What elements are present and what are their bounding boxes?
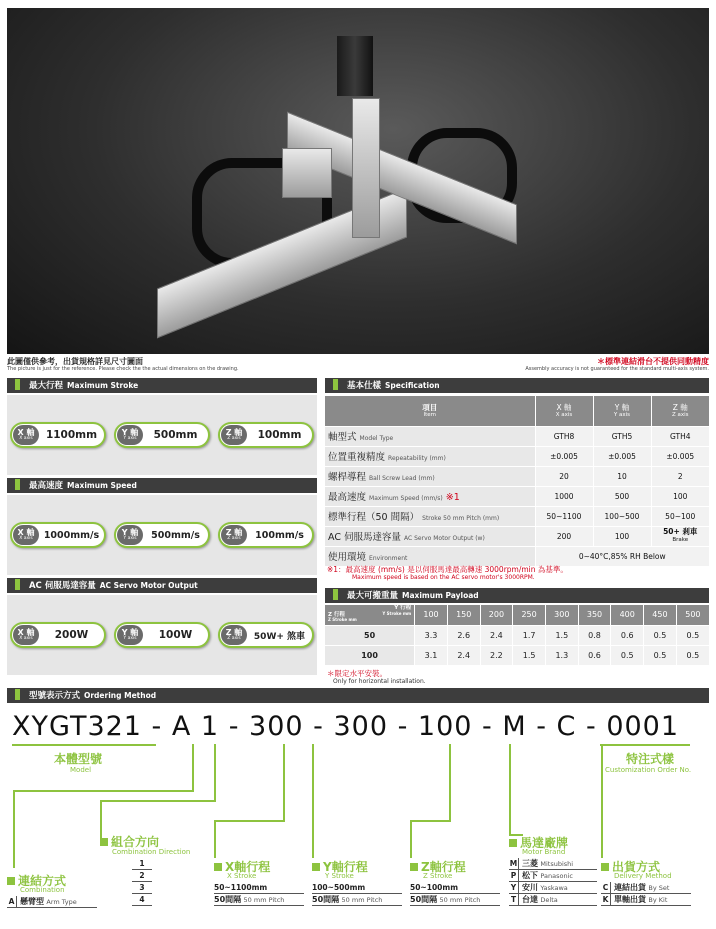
x-stroke-label-en: X Stroke xyxy=(227,872,257,880)
conn-label-zh: 連結方式 xyxy=(7,872,66,889)
z-stroke-label-zh: Z軸行程 xyxy=(410,858,466,875)
conn-label-en: Combination xyxy=(20,886,65,894)
combo-line-v xyxy=(214,744,216,802)
carriage-block xyxy=(282,148,332,198)
y-stroke-pitch: 50間隔 50 mm Pitch xyxy=(312,894,402,906)
conn-line xyxy=(13,790,15,868)
z-output-pill: Z 軸 Z axis 50W+ 煞車 xyxy=(218,622,314,648)
y-stroke-label-zh: Y軸行程 xyxy=(312,858,368,875)
conn-line-h xyxy=(13,790,193,792)
custom-label-en: Customization Order No. xyxy=(605,766,692,774)
payload-row-50: 50 3.3 2.6 2.4 1.7 1.5 0.8 0.6 0.5 0.5 xyxy=(325,625,709,645)
x-line-h xyxy=(214,820,284,822)
spec-row-output: AC 伺服馬達容量 AC Servo Motor Output (w) 200 100 50+ 剎車 Brake xyxy=(325,526,709,546)
servo-output-header: AC 伺服馬達容量 AC Servo Motor Output xyxy=(7,578,317,593)
ship-option-k: K 單軸出貨 By Kit xyxy=(601,894,691,906)
x-speed-pill: X 軸 X axis 1000mm/s xyxy=(10,522,106,548)
spec-table: 項目 Item X 軸 X axis Y 軸 Y axis Z 軸 Z axis 軸型式 Model Type GTH8 GTH5 GTH4 位置重複精度 Repeatability (mm) ±0.005 ±0.005 ±0.005 螺桿導程 Ball Screw Lead (mm) 20 10 2 最高速度 Maximum Speed (mm/s) ※1 1000 500 100 標準行程（50 間隔） Stroke 50 mm Pitch (mm) 50~1100 100~500 50~100 AC 伺服馬達容量 AC Servo Motor Output (w) 200 100 50+ 剎車 Brake 使用環境 Environment 0~40°C,85% RH Below xyxy=(325,396,709,567)
x-stroke-pill: X 軸 X axis 1100mm xyxy=(10,422,106,448)
motor-label-en: Motor Brand xyxy=(522,848,566,856)
z-axis-rail xyxy=(352,98,380,238)
custom-underline xyxy=(600,744,690,746)
speed-note-zh: ※1：最高速度 (mm/s) 是以伺服馬達最高轉速 3000rpm/min 為基準。 xyxy=(327,565,568,574)
max-stroke-header: 最大行程 Maximum Stroke xyxy=(7,378,317,393)
ordering-header: 型號表示方式 Ordering Method xyxy=(7,688,709,703)
ship-option-c: C 連結出貨 By Set xyxy=(601,882,691,894)
spec-row-repeatability: 位置重複精度 Repeatability (mm) ±0.005 ±0.005 ±0.005 xyxy=(325,446,709,466)
payload-row-100: 100 3.1 2.4 2.2 1.5 1.3 0.6 0.5 0.5 0.5 xyxy=(325,645,709,665)
y-line xyxy=(312,744,314,858)
motor-option-p: P 松下 Panasonic xyxy=(509,870,597,882)
ship-label-en: Delivery Method xyxy=(614,872,672,880)
motor-label-zh: 馬達廠牌 xyxy=(509,834,568,851)
payload-corner: Y 行程 Y Stroke mm Z 行程 Z Stroke mm xyxy=(325,605,415,625)
model-label-zh: 本體型號 xyxy=(54,752,103,766)
ship-line xyxy=(601,744,603,858)
max-speed-panel xyxy=(7,495,317,575)
spec-row-environment: 使用環境 Environment 0~40°C,85% RH Below xyxy=(325,546,709,566)
motor-options xyxy=(509,858,597,906)
spec-row-speed: 最高速度 Maximum Speed (mm/s) ※1 1000 500 100 xyxy=(325,486,709,506)
payload-header: 最大可搬重量 Maximum Payload xyxy=(325,588,709,603)
z-stroke-pill: Z 軸 Z axis 100mm xyxy=(218,422,314,448)
servo-output-panel xyxy=(7,595,317,675)
z-stroke-label-en: Z Stroke xyxy=(423,872,453,880)
z-stroke-pitch: 50間隔 50 mm Pitch xyxy=(410,894,500,906)
motor-option-m: M 三菱 Mitsubishi xyxy=(509,858,597,870)
custom-label-zh: 特注式樣 xyxy=(626,752,675,766)
ship-options xyxy=(601,882,691,906)
model-label-en: Model xyxy=(70,766,92,774)
servo-motor xyxy=(337,36,373,96)
spec-row-lead: 螺桿導程 Ball Screw Lead (mm) 20 10 2 xyxy=(325,466,709,486)
combo-line-h xyxy=(100,800,215,802)
combo-label-en: Combination Direction xyxy=(112,848,191,856)
x-line-v xyxy=(283,744,285,822)
max-stroke-panel xyxy=(7,395,317,475)
z-speed-pill: Z 軸 Z axis 100mm/s xyxy=(218,522,314,548)
ship-label-zh: 出貨方式 xyxy=(601,858,660,875)
payload-note-zh: ＊限定水平安裝。 xyxy=(327,669,387,678)
spec-row-stroke: 標準行程（50 間隔） Stroke 50 mm Pitch (mm) 50~1100 100~500 50~100 xyxy=(325,506,709,526)
motor-option-t: T 台達 Delta xyxy=(509,894,597,906)
z-line-h xyxy=(410,820,450,822)
conn-line-v xyxy=(192,744,194,792)
z-line-v xyxy=(449,744,451,822)
x-output-pill: X 軸 X axis 200W xyxy=(10,622,106,648)
spec-row-model: 軸型式 Model Type GTH8 GTH5 GTH4 xyxy=(325,426,709,446)
conn-option-a: A 懸臂型 Arm Type xyxy=(7,896,97,908)
speed-note-en: Maximum speed is based on the AC servo motor's 3000RPM. xyxy=(352,574,535,581)
photo-caption-en: The picture is just for the reference. Please check the the actual dimensions on the drawing. xyxy=(7,366,239,372)
photo-caption-zh: 此圖僅供參考，出貨規格詳見尺寸圖面 xyxy=(7,357,143,366)
model-underline xyxy=(12,744,156,746)
product-photo xyxy=(7,8,709,354)
x-stroke-label-zh: X軸行程 xyxy=(214,858,270,875)
spec-header: 基本仕樣 Specification xyxy=(325,378,709,393)
z-line xyxy=(410,820,412,858)
x-stroke-pitch: 50間隔 50 mm Pitch xyxy=(214,894,304,906)
y-speed-pill: Y 軸 Y axis 500mm/s xyxy=(114,522,210,548)
y-stroke-pill: Y 軸 Y axis 500mm xyxy=(114,422,210,448)
y-stroke-range: 100~500mm xyxy=(312,882,402,894)
combo-label-zh: 組合方向 xyxy=(100,833,159,850)
x-line xyxy=(214,820,216,858)
motor-option-y: Y 安川 Yaskawa xyxy=(509,882,597,894)
motor-line xyxy=(509,744,511,836)
y-output-pill: Y 軸 Y axis 100W xyxy=(114,622,210,648)
max-speed-header: 最高速度 Maximum Speed xyxy=(7,478,317,493)
x-stroke-range: 50~1100mm xyxy=(214,882,304,894)
model-code: XYGT321 - A 1 - 300 - 300 - 100 - M - C - 0001 xyxy=(12,711,680,742)
accuracy-note-en: Assembly accuracy is not guaranteed for the standard multi-axis system. xyxy=(525,366,709,372)
z-stroke-range: 50~100mm xyxy=(410,882,500,894)
payload-table: Y 行程 Y Stroke mm Z 行程 Z Stroke mm 100 150 200 250 300 350 400 450 500 50 3.3 2.6 2.4 1.7 1.5 0.8 0.6 0.5 0.5 100 3.1 2.4 2.2 1.5 1.3 0.6 0.5 0.5 0.5 xyxy=(325,605,709,666)
accuracy-note-zh: ＊標準連結滑台不提供同動精度 xyxy=(597,357,709,366)
combo-options: 1 2 3 4 xyxy=(132,858,152,906)
y-stroke-label-en: Y Stroke xyxy=(325,872,354,880)
payload-note-en: Only for horizontal installation. xyxy=(333,678,426,685)
